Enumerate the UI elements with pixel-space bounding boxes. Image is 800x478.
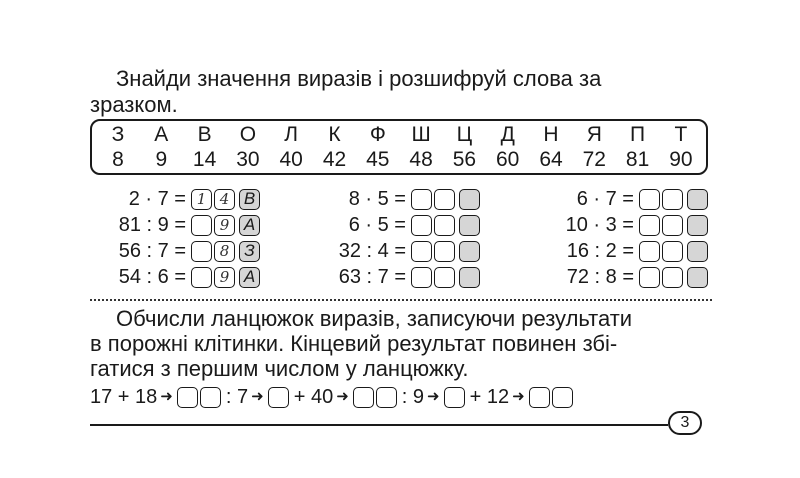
answer-letter-cell[interactable] [687, 215, 708, 236]
answer-letter-cell[interactable] [459, 189, 480, 210]
arrow-right-icon: ➜ [427, 388, 440, 405]
answer-digit-cell[interactable] [662, 267, 683, 288]
answer-digit-cell[interactable] [434, 189, 455, 210]
key-letter: Л [284, 123, 299, 146]
key-number: 9 [155, 148, 168, 171]
key-number: 8 [112, 148, 124, 171]
answer-letter-cell[interactable]: З [239, 241, 260, 262]
key-letter: Д [500, 123, 515, 146]
answer-cell[interactable] [200, 387, 221, 408]
arrow-right-icon: ➜ [336, 388, 349, 405]
answer-digit-cell[interactable]: 9 [214, 215, 235, 236]
answer-digit-cell[interactable] [639, 189, 660, 210]
page-number: 3 [668, 411, 702, 435]
answer-digit-cell[interactable]: 9 [214, 267, 235, 288]
answer-digit-cell[interactable] [411, 267, 432, 288]
exercise-row [524, 265, 708, 289]
key-letter: Н [543, 123, 559, 146]
key-number: 30 [236, 148, 260, 171]
key-number: 45 [366, 148, 390, 171]
exercise-expression: 54 : 6 = [118, 266, 186, 288]
key-letter: П [630, 123, 646, 146]
answer-digit-cell[interactable] [434, 241, 455, 262]
key-number: 14 [192, 148, 217, 171]
exercise-expression: 6 · 5 = [348, 214, 406, 236]
chain-op: : 9 [401, 386, 425, 408]
task2-text-line2: в порожні клітинки. Кінцевий результат повинен збі- [90, 331, 618, 356]
expression-chain [90, 385, 574, 409]
task2-text-line1: Обчисли ланцюжок виразів, записуючи результати [116, 306, 633, 331]
exercise-row [524, 187, 708, 211]
answer-letter-cell[interactable] [687, 241, 708, 262]
answer-cell[interactable] [353, 387, 374, 408]
exercise-expression: 6 · 7 = [576, 188, 634, 210]
answer-cell[interactable] [268, 387, 289, 408]
answer-digit-cell[interactable] [639, 267, 660, 288]
exercise-row [76, 187, 260, 211]
task2-text-line3: гатися з першим числом у ланцюжку. [90, 356, 469, 381]
key-letter: Ц [456, 123, 473, 146]
answer-cell[interactable] [529, 387, 550, 408]
chain-op: : 7 [225, 386, 249, 408]
key-letter: Я [586, 123, 602, 146]
exercise-row [296, 213, 480, 237]
answer-letter-cell[interactable] [687, 267, 708, 288]
answer-cell[interactable] [444, 387, 465, 408]
task1-text-line1: Знайди значення виразів і розшифруй слова за [116, 66, 602, 91]
exercise-expression: 2 · 7 = [128, 188, 186, 210]
key-letter: Ф [369, 123, 386, 146]
answer-letter-cell[interactable] [687, 189, 708, 210]
answer-digit-cell[interactable] [191, 241, 212, 262]
answer-digit-cell[interactable] [434, 267, 455, 288]
answer-letter-cell[interactable] [459, 267, 480, 288]
key-letter: К [328, 123, 341, 146]
exercise-row [296, 187, 480, 211]
key-number: 81 [625, 148, 650, 171]
key-number: 56 [452, 148, 477, 171]
answer-digit-cell[interactable] [191, 215, 212, 236]
answer-digit-cell[interactable]: 8 [214, 241, 235, 262]
chain-op: + 12 [469, 386, 510, 408]
key-number: 48 [409, 148, 433, 171]
exercise-expression: 10 · 3 = [565, 214, 634, 236]
answer-cell[interactable] [552, 387, 573, 408]
answer-letter-cell[interactable]: А [239, 267, 260, 288]
answer-digit-cell[interactable] [411, 189, 432, 210]
answer-digit-cell[interactable] [639, 215, 660, 236]
answer-cell[interactable] [177, 387, 198, 408]
footer-line [90, 424, 668, 426]
exercise-expression: 72 : 8 = [566, 266, 634, 288]
answer-digit-cell[interactable] [411, 241, 432, 262]
key-number: 40 [279, 148, 303, 171]
chain-start: 17 + 18 [90, 386, 158, 408]
answer-letter-cell[interactable]: А [239, 215, 260, 236]
answer-cell[interactable] [376, 387, 397, 408]
key-letter: А [154, 123, 169, 146]
dotted-divider [90, 299, 712, 301]
key-letter: О [239, 123, 257, 146]
key-number: 72 [582, 148, 606, 171]
answer-digit-cell[interactable] [411, 215, 432, 236]
exercise-row [76, 239, 260, 263]
task1-text-line2: зразком. [90, 92, 178, 117]
answer-digit-cell[interactable]: 4 [214, 189, 235, 210]
arrow-right-icon: ➜ [251, 388, 264, 405]
answer-digit-cell[interactable] [191, 267, 212, 288]
exercise-expression: 56 : 7 = [118, 240, 186, 262]
key-number: 64 [539, 148, 563, 171]
key-letter: З [111, 123, 125, 146]
exercise-expression: 63 : 7 = [338, 266, 406, 288]
exercise-expression: 32 : 4 = [338, 240, 406, 262]
exercise-row [76, 265, 260, 289]
exercise-expression: 16 : 2 = [566, 240, 634, 262]
key-number: 90 [669, 148, 693, 171]
answer-digit-cell[interactable]: 1 [191, 189, 212, 210]
exercise-row [76, 213, 260, 237]
exercise-row [524, 213, 708, 237]
exercise-expression: 8 · 5 = [348, 188, 406, 210]
answer-letter-cell[interactable] [459, 215, 480, 236]
answer-digit-cell[interactable] [662, 241, 683, 262]
answer-digit-cell[interactable] [662, 189, 683, 210]
arrow-right-icon: ➜ [512, 388, 525, 405]
arrow-right-icon: ➜ [160, 388, 173, 405]
key-number: 42 [322, 148, 347, 171]
answer-digit-cell[interactable] [434, 215, 455, 236]
key-letter: Т [674, 123, 688, 146]
answer-digit-cell[interactable] [639, 241, 660, 262]
answer-digit-cell[interactable] [662, 215, 683, 236]
exercise-row [296, 265, 480, 289]
key-letter: В [197, 123, 212, 146]
cipher-key-table [90, 119, 708, 175]
answer-letter-cell[interactable] [459, 241, 480, 262]
exercise-row [296, 239, 480, 263]
chain-op: + 40 [293, 386, 334, 408]
key-letter: Ш [411, 123, 431, 146]
exercise-row [524, 239, 708, 263]
answer-letter-cell[interactable]: В [239, 189, 260, 210]
key-number: 60 [496, 148, 520, 171]
exercise-expression: 81 : 9 = [118, 214, 186, 236]
